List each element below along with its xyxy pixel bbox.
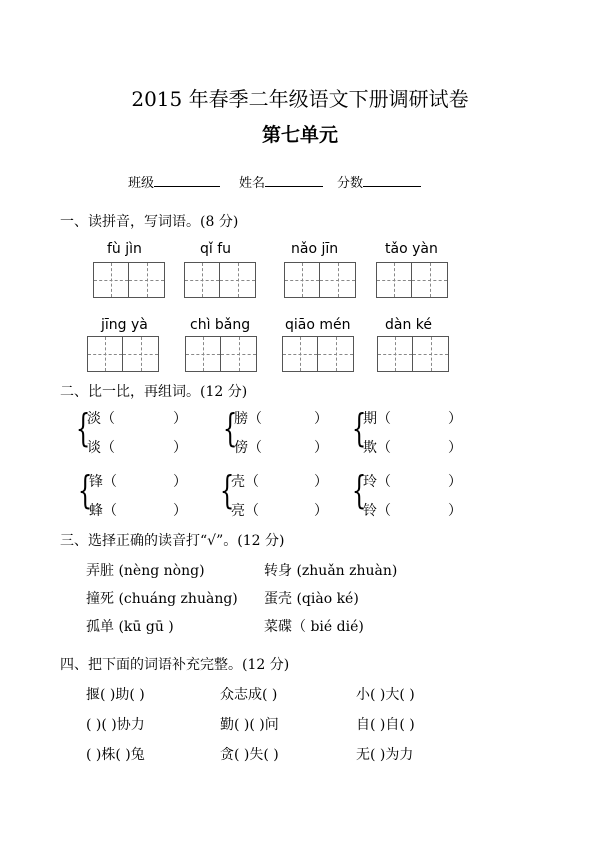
idiom-blank[interactable]: 小( )大( ) xyxy=(356,687,415,703)
pinyin-7: qiāo mén xyxy=(285,317,351,333)
compare-paren: ） xyxy=(314,440,328,456)
answer-box-1[interactable] xyxy=(93,262,165,298)
brace-icon: { xyxy=(77,468,93,512)
answer-box-3[interactable] xyxy=(284,262,356,298)
compare-paren: ） xyxy=(314,503,328,519)
compare-char: 欺（ xyxy=(363,440,391,456)
compare-char: 锋（ xyxy=(89,474,117,490)
idiom-blank[interactable]: 揠( )助( ) xyxy=(86,687,145,703)
q2-heading: 二、比一比，再组词。(12 分) xyxy=(60,384,248,400)
pinyin-8: dàn ké xyxy=(385,317,433,333)
q3-heading: 三、选择正确的读音打“√”。(12 分) xyxy=(60,533,285,549)
reading-option[interactable]: 菜碟（ bié dié) xyxy=(264,619,364,635)
score-field[interactable] xyxy=(337,172,421,191)
idiom-blank[interactable]: 众志成( ) xyxy=(220,687,278,703)
idiom-blank[interactable]: 无( )为力 xyxy=(356,747,414,763)
compare-item[interactable] xyxy=(363,408,391,428)
compare-paren: ） xyxy=(314,474,328,490)
name-field[interactable] xyxy=(239,172,323,191)
compare-paren: ） xyxy=(448,474,462,490)
pinyin-4: tǎo yàn xyxy=(385,241,438,257)
answer-box-8[interactable] xyxy=(377,336,449,372)
reading-option[interactable]: 撞死 (chuáng zhuàng) xyxy=(86,591,238,607)
compare-paren: ） xyxy=(448,503,462,519)
pinyin-1: fù jìn xyxy=(107,241,142,257)
q4-heading: 四、把下面的词语补充完整。(12 分) xyxy=(60,657,290,673)
answer-box-4[interactable] xyxy=(376,262,448,298)
unit-subtitle: 第七单元 xyxy=(261,124,338,146)
compare-item[interactable] xyxy=(87,437,115,457)
idiom-blank[interactable]: 贪( )失( ) xyxy=(220,747,279,763)
compare-paren: ） xyxy=(314,411,328,427)
compare-item[interactable] xyxy=(89,471,117,491)
compare-item[interactable] xyxy=(87,408,115,428)
reading-option[interactable]: 孤单 (kū gū ) xyxy=(86,619,174,635)
pinyin-6: chì bǎng xyxy=(190,317,251,333)
compare-paren: ） xyxy=(173,503,187,519)
brace-icon: { xyxy=(75,406,91,450)
compare-item[interactable] xyxy=(231,500,259,520)
compare-paren: ） xyxy=(173,474,187,490)
brace-icon: { xyxy=(219,468,235,512)
answer-box-7[interactable] xyxy=(282,336,354,372)
compare-char: 傍（ xyxy=(234,440,262,456)
pinyin-2: qǐ fu xyxy=(200,241,232,257)
compare-paren: ） xyxy=(173,411,187,427)
compare-char: 淡（ xyxy=(87,411,115,427)
compare-char: 亮（ xyxy=(231,503,259,519)
class-field[interactable] xyxy=(128,172,220,191)
compare-paren: ） xyxy=(173,440,187,456)
exam-title: 2015 年春季二年级语文下册调研试卷 xyxy=(131,87,469,111)
compare-char: 玲（ xyxy=(363,474,391,490)
compare-paren: ） xyxy=(448,411,462,427)
compare-char: 蜂（ xyxy=(89,503,117,519)
brace-icon: { xyxy=(351,406,367,450)
idiom-blank[interactable]: ( )株( )兔 xyxy=(86,747,145,763)
compare-paren: ） xyxy=(448,440,462,456)
compare-char: 膀（ xyxy=(234,411,262,427)
pinyin-5: jīng yà xyxy=(101,317,148,333)
name-label: 姓名 xyxy=(239,176,266,191)
compare-char: 壳（ xyxy=(231,474,259,490)
compare-char: 期（ xyxy=(363,411,391,427)
answer-box-6[interactable] xyxy=(185,336,257,372)
idiom-blank[interactable]: ( )( )协力 xyxy=(86,717,145,733)
score-label: 分数 xyxy=(337,176,364,191)
compare-char: 谈（ xyxy=(87,440,115,456)
pinyin-3: nǎo jīn xyxy=(291,241,339,257)
compare-item[interactable] xyxy=(89,500,117,520)
reading-option[interactable]: 弄脏 (nèng nòng) xyxy=(86,563,205,579)
compare-item[interactable] xyxy=(363,471,391,491)
class-blank[interactable] xyxy=(154,174,220,187)
compare-item[interactable] xyxy=(231,471,259,491)
score-blank[interactable] xyxy=(363,174,421,187)
reading-option[interactable]: 转身 (zhuǎn zhuàn) xyxy=(264,563,398,579)
idiom-blank[interactable]: 勤( )( )问 xyxy=(220,717,279,733)
idiom-blank[interactable]: 自( )自( ) xyxy=(356,717,415,733)
answer-box-2[interactable] xyxy=(184,262,256,298)
brace-icon: { xyxy=(351,468,367,512)
brace-icon: { xyxy=(222,406,238,450)
reading-option[interactable]: 蛋壳 (qiào ké) xyxy=(264,591,359,607)
compare-item[interactable] xyxy=(363,437,391,457)
answer-box-5[interactable] xyxy=(87,336,159,372)
compare-item[interactable] xyxy=(234,408,262,428)
compare-char: 铃（ xyxy=(363,503,391,519)
compare-item[interactable] xyxy=(234,437,262,457)
compare-item[interactable] xyxy=(363,500,391,520)
name-blank[interactable] xyxy=(265,174,323,187)
q1-heading: 一、读拼音，写词语。(8 分) xyxy=(60,214,239,230)
class-label: 班级 xyxy=(128,176,155,191)
